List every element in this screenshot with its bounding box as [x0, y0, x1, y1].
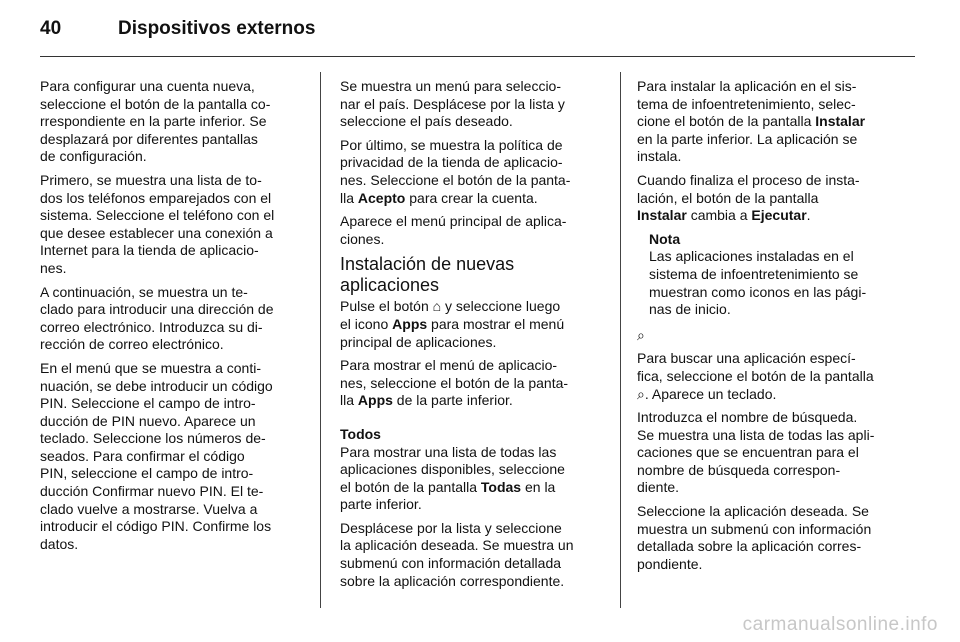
button-label-instalar: Instalar [637, 207, 687, 224]
text-run: . [806, 207, 811, 224]
text-line: Para configurar una cuenta nueva, [40, 78, 255, 94]
text-run: lla [340, 392, 358, 409]
text-line: parte inferior. [340, 496, 422, 513]
text-line: datos. [40, 535, 79, 552]
text-line: muestran como iconos en las pági- [649, 283, 867, 300]
paragraph [40, 172, 308, 278]
paragraph [637, 409, 907, 497]
text-line: muestra un submenú con información [637, 520, 872, 537]
text-line [340, 316, 608, 334]
paragraph [40, 284, 308, 354]
text-line: Seleccione la aplicación deseada. Se [637, 503, 869, 520]
text-line: submenú con información detallada [340, 555, 562, 572]
page-number: 40 [40, 18, 62, 39]
paragraph [637, 78, 907, 166]
text-line: nuación, se debe introducir un código [40, 377, 273, 394]
subheading: Todos [340, 425, 381, 442]
text-line: rrespondiente en la parte inferior. Se [40, 113, 267, 130]
page-title: Dispositivos externos [118, 18, 316, 39]
paragraph [40, 360, 308, 554]
text-line: Para mostrar una lista de todas las [340, 443, 557, 460]
text-line: teclado. Seleccione los números de- [40, 430, 266, 447]
text-line: ducción Confirmar nuevo PIN. El te- [40, 483, 264, 500]
text-line: nas de inicio. [649, 301, 731, 318]
paragraph [340, 357, 608, 410]
heading-line: Instalación de nuevas [340, 254, 515, 275]
text-run: . Aparece un teclado. [644, 385, 777, 402]
button-label-ejecutar: Ejecutar [751, 207, 807, 224]
text-line: Se muestra un menú para seleccio- [340, 78, 561, 94]
text-line: Se muestra una lista de todas las apli- [637, 426, 875, 443]
text-run: para crear la cuenta. [405, 189, 538, 206]
text-line: ducción de PIN nuevo. Aparece un [40, 412, 256, 429]
watermark: carmanualsonline.info [742, 614, 938, 635]
text-line: Para mostrar el menú de aplicacio- [340, 357, 558, 374]
text-line: nes, seleccione el botón de la panta- [340, 374, 569, 391]
text-line: desplazará por diferentes pantallas [40, 130, 258, 147]
text-run: el botón de la pantalla [340, 478, 481, 495]
text-line: seleccione el país deseado. [340, 113, 513, 130]
text-line: privacidad de la tienda de aplicacio- [340, 154, 563, 171]
paragraph [637, 327, 907, 345]
text-line: nes. Seleccione el botón de la panta- [340, 171, 571, 188]
paragraph [340, 298, 608, 351]
text-line: instala. [637, 148, 682, 165]
text-run: en la [521, 478, 556, 495]
text-line: ciones. [340, 230, 385, 247]
text-line: detallada sobre la aplicación corres- [637, 538, 862, 555]
text-line: clado para introducir una dirección de [40, 301, 274, 318]
text-line: sistema de infoentretenimiento se [649, 265, 859, 282]
search-icon: ⌕ [637, 385, 645, 402]
text-line: principal de aplicaciones. [340, 333, 497, 350]
text-line: Las aplicaciones instaladas en el [649, 248, 854, 265]
heading-line: aplicaciones [340, 275, 440, 296]
text-line: Para instalar la aplicación en el sis- [637, 78, 857, 94]
text-line: tema de infoentretenimiento, selec- [637, 95, 856, 112]
text-line: En el menú que se muestra a conti- [40, 359, 262, 376]
text-run: cambia a [686, 207, 752, 224]
button-label-todas: Todas [480, 478, 522, 495]
text-line [340, 190, 608, 208]
text-line: sistema. Seleccione el teléfono con el [40, 207, 275, 224]
text-line: PIN, seleccione el campo de intro- [40, 465, 254, 482]
text-line: Aparece el menú principal de aplica- [340, 213, 567, 230]
text-line [340, 479, 608, 497]
note-box [649, 231, 907, 319]
text-line: aplicaciones disponibles, seleccione [340, 461, 565, 478]
paragraph [340, 78, 608, 131]
paragraph [340, 137, 608, 207]
text-line: rección de correo electrónico. [40, 336, 224, 353]
text-line: correo electrónico. Introduzca su di- [40, 318, 263, 335]
text-line: Para buscar una aplicación especí- [637, 350, 856, 367]
button-label-apps: Apps [392, 315, 428, 332]
text-line: la aplicación deseada. Se muestra un [340, 537, 574, 554]
text-run: Pulse el botón [340, 298, 433, 315]
text-run: lla [340, 189, 358, 206]
text-line: pondiente. [637, 555, 703, 572]
text-line: seados. Para confirmar el código [40, 447, 245, 464]
button-label-apps: Apps [357, 392, 393, 409]
text-run: y seleccione luego [441, 298, 561, 315]
text-line: A continuación, se muestra un te- [40, 283, 248, 300]
text-line: nes. [40, 259, 67, 276]
column-1 [40, 78, 308, 559]
column-divider-2 [620, 72, 621, 608]
text-line: introducir el código PIN. Confirme los [40, 518, 272, 535]
note-heading: Nota [649, 230, 681, 247]
text-line: Internet para la tienda de aplicacio- [40, 242, 259, 259]
paragraph [340, 213, 608, 248]
paragraph [637, 172, 907, 225]
text-line: PIN. Seleccione el campo de intro- [40, 395, 256, 412]
text-line: Cuando finaliza el proceso de insta- [637, 171, 860, 188]
column-2 [340, 78, 608, 596]
text-run: cione el botón de la pantalla [637, 113, 816, 130]
section-heading [340, 254, 608, 296]
text-line: seleccione el botón de la pantalla co- [40, 95, 271, 112]
text-run: de la parte inferior. [392, 392, 513, 409]
text-line: lación, el botón de la pantalla [637, 189, 819, 206]
text-line: nombre de búsqueda correspon- [637, 461, 841, 478]
column-3 [637, 78, 907, 579]
text-line: diente. [637, 479, 680, 496]
paragraph [340, 520, 608, 590]
text-line: Introduzca el nombre de búsqueda. [637, 409, 858, 426]
text-line: dos los teléfonos emparejados con el [40, 189, 272, 206]
text-run: el icono [340, 315, 393, 332]
search-icon: ⌕ [637, 326, 645, 343]
column-divider-1 [320, 72, 321, 608]
text-line: de configuración. [40, 148, 147, 165]
text-line: que desee establecer una conexión a [40, 224, 273, 241]
paragraph [340, 444, 608, 514]
text-line: nar el país. Desplácese por la lista y [340, 95, 565, 112]
text-run: para mostrar el menú [427, 315, 565, 332]
button-label-acepto: Acepto [357, 189, 406, 206]
text-line [340, 392, 608, 410]
text-line: caciones que se encuentran para el [637, 444, 859, 461]
paragraph [637, 350, 907, 403]
text-line: sobre la aplicación correspondiente. [340, 572, 565, 589]
text-line [637, 386, 907, 404]
text-line: Desplácese por la lista y seleccione [340, 519, 562, 536]
text-line [340, 298, 608, 316]
text-line: Por último, se muestra la política de [340, 136, 563, 153]
text-line [637, 207, 907, 225]
text-line: Primero, se muestra una lista de to- [40, 171, 262, 188]
text-line [637, 113, 907, 131]
text-line: en la parte inferior. La aplicación se [637, 130, 858, 147]
button-label-instalar: Instalar [815, 113, 866, 130]
paragraph [637, 503, 907, 573]
home-icon: ⌂ [432, 298, 442, 315]
header-rule [40, 56, 915, 57]
text-line: clado vuelve a mostrarse. Vuelva a [40, 500, 258, 517]
text-line: fica, seleccione el botón de la pantalla [637, 367, 874, 384]
paragraph [40, 78, 308, 166]
